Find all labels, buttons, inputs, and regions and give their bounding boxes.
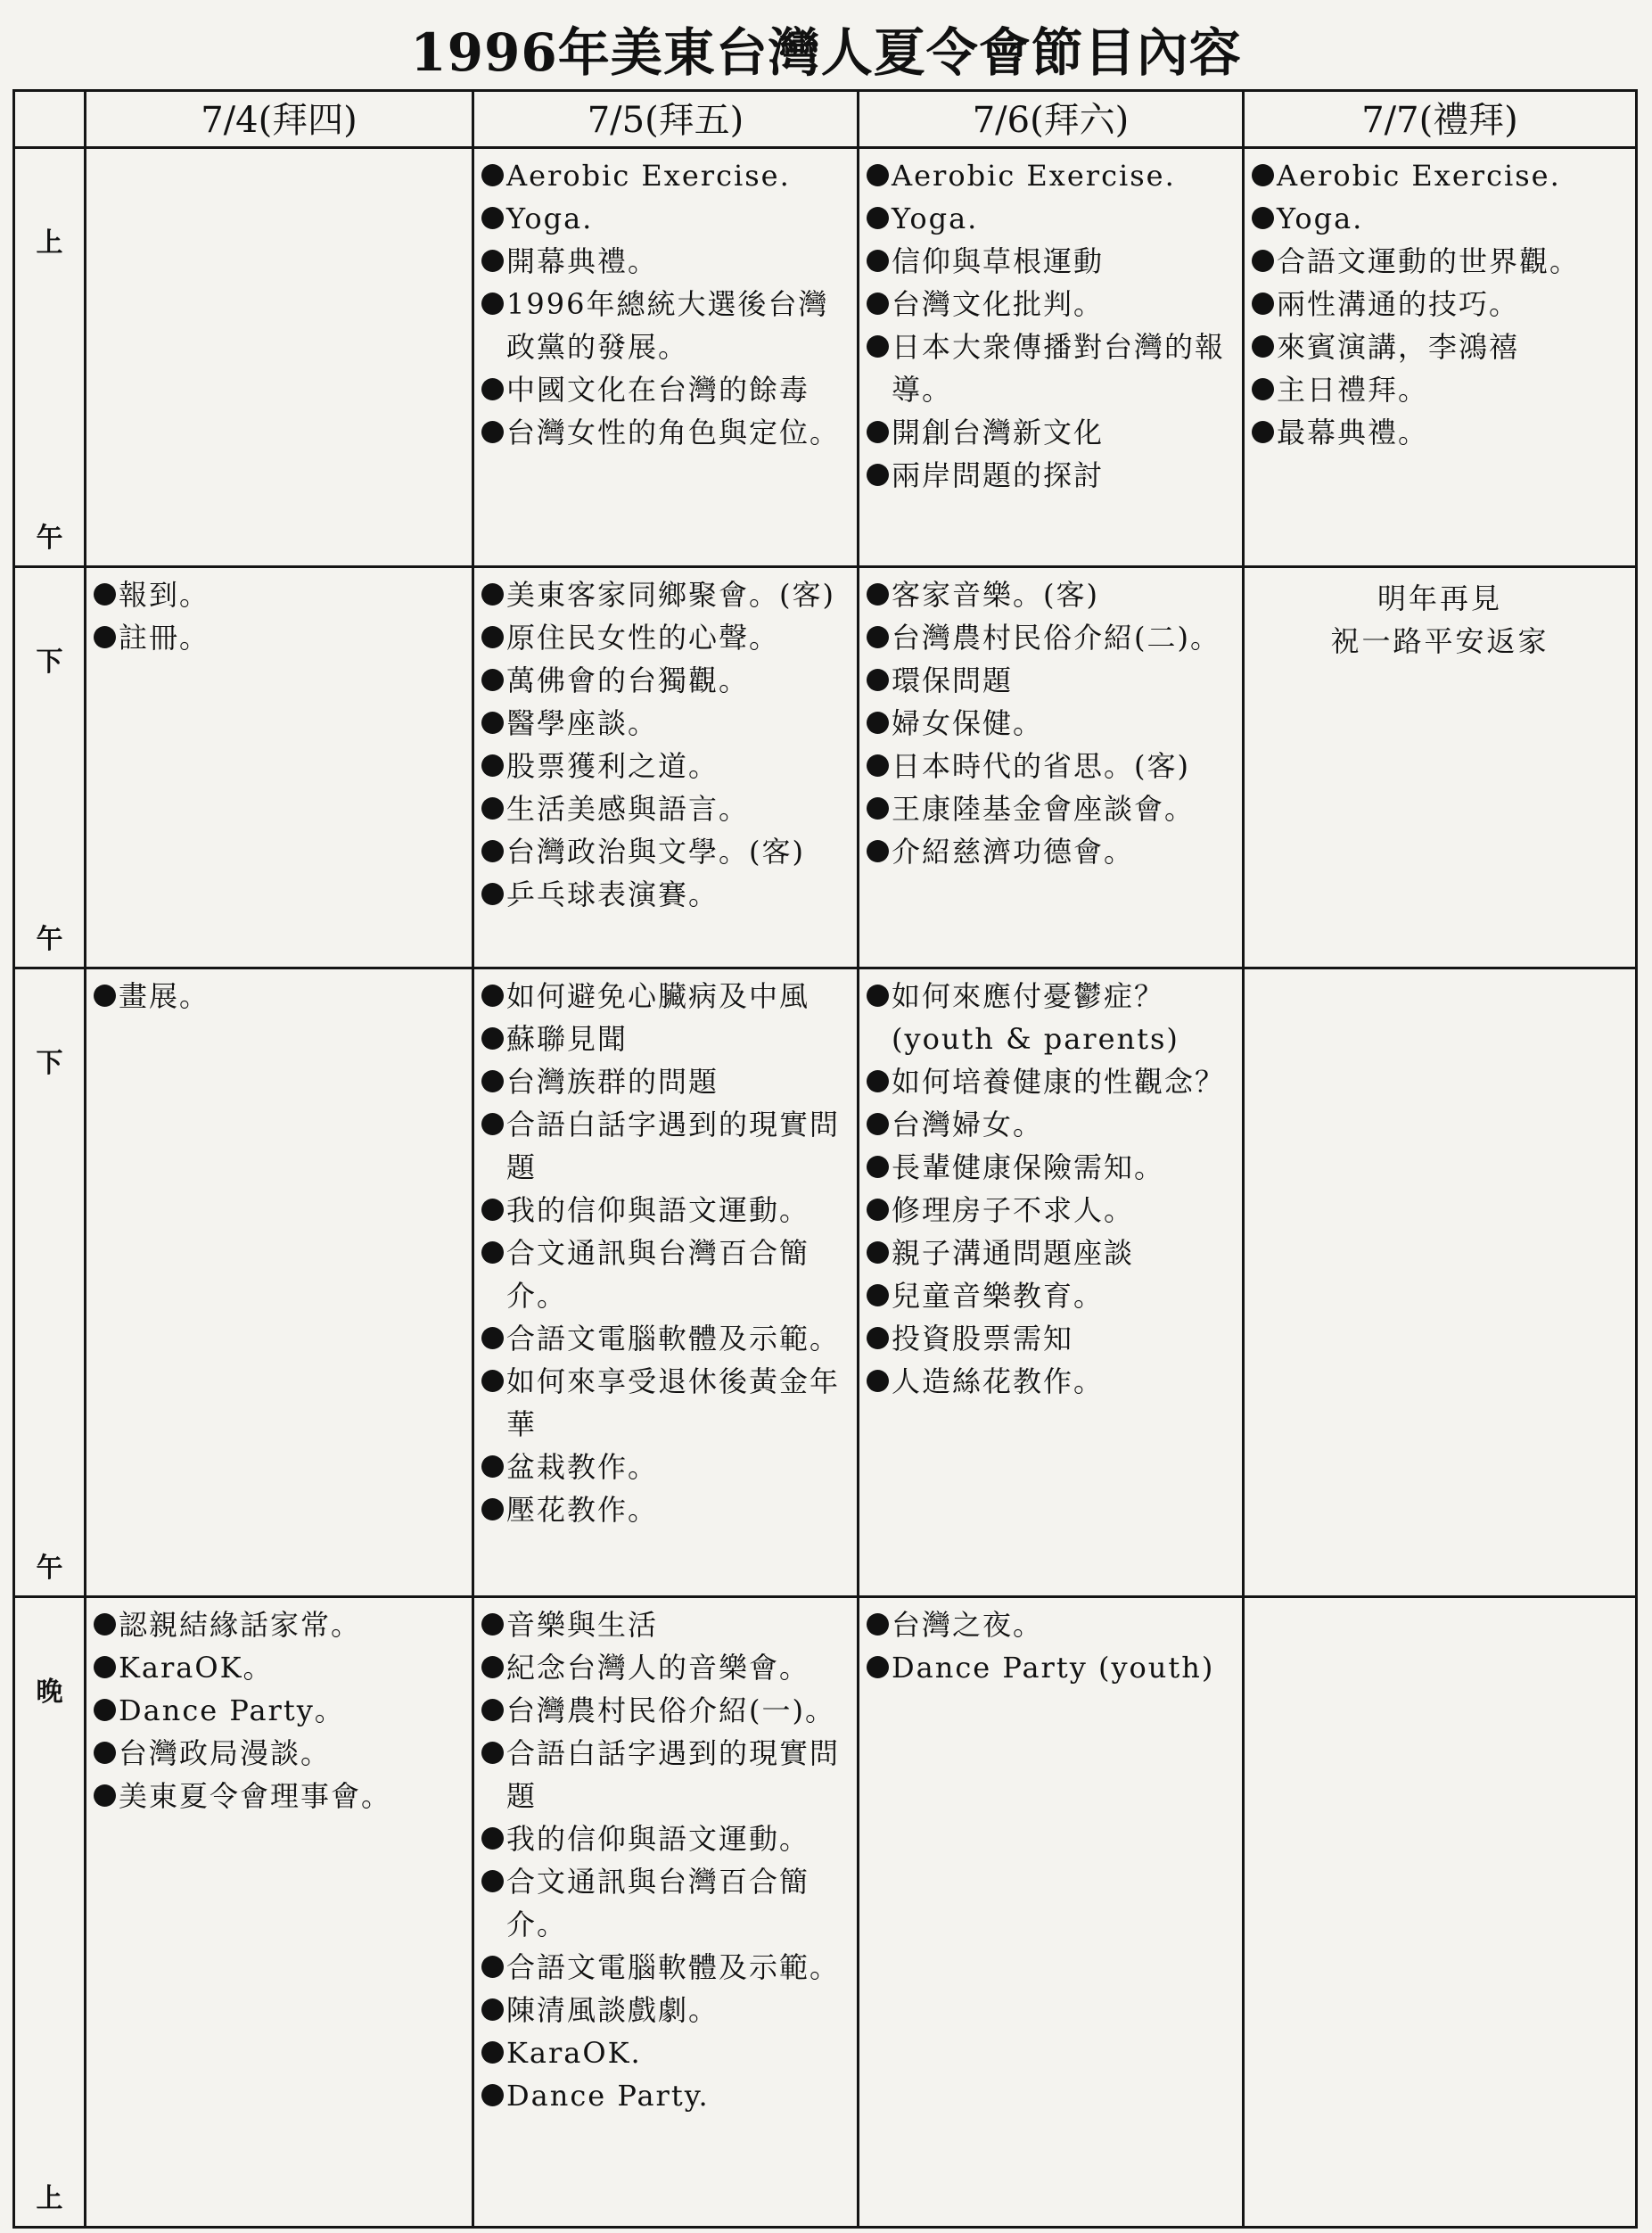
program-item-text: 台灣女性的角色與定位。: [506, 416, 841, 449]
program-item-text: 合語文電腦軟體及示範。: [506, 1950, 841, 1984]
period-evening-char-2: 上: [36, 2183, 63, 2214]
program-item: [480, 1189, 853, 1232]
bullet-icon: [480, 1232, 506, 1274]
late-afternoon-row: [14, 968, 1637, 1597]
bullet-icon: [480, 1603, 506, 1646]
program-item-text: Dance Party (youth): [892, 1651, 1215, 1685]
program-item: [480, 1989, 853, 2031]
program-item-text: 台灣文化批判。: [892, 287, 1105, 321]
bullet-icon: [1250, 283, 1277, 325]
day-header-0706: 7/6(拜六): [859, 91, 1244, 148]
program-item: [480, 787, 853, 830]
program-item: [480, 1603, 853, 1646]
program-item: [480, 873, 853, 916]
program-item: [480, 154, 853, 197]
bullet-icon: [865, 830, 892, 873]
program-item-text: 台灣政治與文學。(客): [506, 835, 805, 869]
cell-late-0706: [859, 968, 1244, 1597]
program-item-text: 介紹慈濟功德會。: [892, 835, 1135, 869]
program-item: [480, 1018, 853, 1060]
bullet-icon: [865, 1603, 892, 1646]
program-item-text: 生活美感與語言。: [506, 792, 750, 826]
program-item-text: 兒童音樂教育。: [892, 1279, 1105, 1313]
bullet-icon: [92, 1775, 119, 1817]
program-list: [859, 149, 1242, 497]
program-item-text: 如何培養健康的性觀念？: [892, 1065, 1226, 1099]
bullet-icon: [480, 1360, 506, 1403]
bullet-icon: [865, 1646, 892, 1689]
bullet-icon: [480, 411, 506, 454]
program-item-text: 紀念台灣人的音樂會。: [506, 1651, 810, 1685]
program-item: [480, 283, 853, 368]
program-list: [1245, 149, 1635, 454]
bullet-icon: [92, 616, 119, 659]
program-item: [480, 1060, 853, 1103]
program-item: [480, 975, 853, 1018]
program-item-text: 乒乓球表演賽。: [506, 878, 719, 911]
program-item-text: 台灣農村民俗介紹(二)。: [892, 621, 1221, 655]
program-item: [865, 659, 1238, 702]
program-item: [865, 1646, 1238, 1689]
program-item: [1250, 197, 1631, 240]
bullet-icon: [480, 616, 506, 659]
program-item-text: 報到。: [119, 578, 210, 612]
program-item-text: 台灣婦女。: [892, 1108, 1044, 1141]
program-item-text: 壓花教作。: [506, 1493, 659, 1527]
program-list: [86, 149, 472, 154]
bullet-icon: [1250, 154, 1277, 197]
bullet-icon: [92, 1689, 119, 1732]
program-item: [865, 1274, 1238, 1317]
program-item: [480, 1732, 853, 1817]
bullet-icon: [865, 1103, 892, 1146]
program-item: [480, 616, 853, 659]
program-list: [474, 149, 857, 454]
program-item-text: 人造絲花教作。: [892, 1364, 1105, 1398]
period-afternoon-char-2: 午: [36, 924, 63, 955]
program-item: [865, 454, 1238, 497]
program-item: [480, 240, 853, 283]
program-item-text: 合語白話字遇到的現實問題: [506, 1108, 841, 1184]
program-item-text: 台灣農村民俗介紹(一)。: [506, 1693, 835, 1727]
program-item-text: 長輩健康保險需知。: [892, 1150, 1165, 1184]
program-item-text: 修理房子不求人。: [892, 1193, 1135, 1227]
cell-morning-0707: [1244, 148, 1637, 567]
program-item: [92, 1732, 468, 1775]
bullet-icon: [480, 283, 506, 325]
bullet-icon: [480, 787, 506, 830]
evening-row: [14, 1597, 1637, 2228]
program-item: [480, 2031, 853, 2074]
program-item-text: 股票獲利之道。: [506, 749, 719, 783]
bullet-icon: [865, 197, 892, 240]
program-item: [480, 659, 853, 702]
program-item-text: 中國文化在台灣的餘毒: [506, 373, 810, 407]
program-item-text: 台灣族群的問題: [506, 1065, 719, 1099]
program-item-text: 親子溝通問題座談: [892, 1236, 1135, 1270]
program-item: [92, 975, 468, 1018]
program-item: [1250, 154, 1631, 197]
program-item: [865, 1189, 1238, 1232]
bullet-icon: [865, 573, 892, 616]
program-item: [865, 1232, 1238, 1274]
bullet-icon: [480, 1817, 506, 1860]
bullet-icon: [1250, 368, 1277, 411]
program-item-text: Yoga.: [506, 202, 594, 235]
bullet-icon: [865, 1274, 892, 1317]
program-item: [865, 975, 1238, 1060]
program-item: [1250, 368, 1631, 411]
program-item: [865, 830, 1238, 873]
program-item: [865, 240, 1238, 283]
bullet-icon: [480, 975, 506, 1018]
bullet-icon: [92, 1646, 119, 1689]
cell-evening-0707: [1244, 1597, 1637, 2228]
bullet-icon: [92, 573, 119, 616]
program-item: [865, 1060, 1238, 1103]
program-item-text: 投資股票需知: [892, 1322, 1074, 1355]
bullet-icon: [865, 1060, 892, 1103]
bullet-icon: [480, 2031, 506, 2074]
program-item: [92, 1646, 468, 1689]
program-item-text: 蘇聯見聞: [506, 1022, 629, 1056]
bullet-icon: [480, 830, 506, 873]
schedule-table: [12, 89, 1638, 2229]
program-item: [92, 1603, 468, 1646]
program-item-text: 合文通訊與台灣百合簡介。: [506, 1236, 810, 1313]
program-item-text: Dance Party.: [506, 2079, 710, 2113]
program-item-text: 美東夏令會理事會。: [119, 1779, 392, 1813]
program-list: [859, 568, 1242, 873]
program-item-text: 信仰與草根運動: [892, 244, 1105, 278]
period-afternoon: [14, 567, 86, 968]
program-item: [480, 1689, 853, 1732]
bullet-icon: [480, 1060, 506, 1103]
program-item: [865, 411, 1238, 454]
program-item: [480, 830, 853, 873]
program-item-text: 最幕典禮。: [1277, 416, 1429, 449]
program-item-text: 如何來享受退休後黃金年華: [506, 1364, 841, 1441]
bullet-icon: [480, 745, 506, 787]
cell-evening-0705: [473, 1597, 859, 2228]
program-list: [86, 568, 472, 659]
bullet-icon: [92, 975, 119, 1018]
program-item: [480, 1488, 853, 1531]
program-item: [865, 702, 1238, 745]
bullet-icon: [480, 1946, 506, 1989]
program-item-text: 合語文運動的世界觀。: [1277, 244, 1581, 278]
program-item: [480, 573, 853, 616]
bullet-icon: [1250, 240, 1277, 283]
program-item: [1250, 325, 1631, 368]
program-item: [480, 1360, 853, 1446]
program-list: [86, 1598, 472, 1817]
bullet-icon: [480, 1317, 506, 1360]
program-list: [474, 568, 857, 916]
program-item: [480, 702, 853, 745]
program-item: [480, 368, 853, 411]
program-item: [480, 1817, 853, 1860]
program-item: [480, 1446, 853, 1488]
bullet-icon: [865, 1146, 892, 1189]
program-item-text: Aerobic Exercise.: [506, 159, 791, 193]
program-item-text: Yoga.: [1277, 202, 1364, 235]
bullet-icon: [865, 325, 892, 368]
program-item-text: 我的信仰與語文運動。: [506, 1193, 810, 1227]
bullet-icon: [1250, 325, 1277, 368]
bullet-icon: [865, 411, 892, 454]
program-item-text: 主日禮拜。: [1277, 373, 1429, 407]
program-item-text: Aerobic Exercise.: [892, 159, 1176, 193]
program-item-text: 原住民女性的心聲。: [506, 621, 780, 655]
program-item: [865, 1360, 1238, 1403]
program-item-text: 合語文電腦軟體及示範。: [506, 1322, 841, 1355]
program-item: [480, 745, 853, 787]
program-item: [92, 1775, 468, 1817]
program-item: [92, 616, 468, 659]
program-list: [1245, 969, 1635, 975]
cell-evening-0706: [859, 1597, 1244, 2228]
afternoon-row: [14, 567, 1637, 968]
bullet-icon: [865, 240, 892, 283]
cell-late-0704: [86, 968, 473, 1597]
period-afternoon-char-1: 下: [36, 647, 63, 678]
bullet-icon: [865, 1360, 892, 1403]
program-item-text: 兩性溝通的技巧。: [1277, 287, 1520, 321]
program-item: [1250, 411, 1631, 454]
program-item: [865, 616, 1238, 659]
program-item: [480, 1946, 853, 1989]
bullet-icon: [480, 1689, 506, 1732]
bullet-icon: [480, 1860, 506, 1903]
cell-morning-0706: [859, 148, 1244, 567]
program-item-text: 陳清風談戲劇。: [506, 1993, 719, 2027]
program-item: [865, 1317, 1238, 1360]
program-item: [865, 154, 1238, 197]
program-item-text: 台灣政局漫談。: [119, 1736, 332, 1770]
bullet-icon: [865, 154, 892, 197]
bullet-icon: [480, 1189, 506, 1232]
program-item-text: 認親結緣話家常。: [119, 1608, 362, 1642]
program-item: [480, 1103, 853, 1189]
program-item: [480, 1317, 853, 1360]
program-item-text: 日本大衆傳播對台灣的報導。: [892, 330, 1226, 407]
program-item-text: KaraOK.: [506, 2036, 642, 2070]
program-item-text: 開幕典禮。: [506, 244, 659, 278]
program-item: [92, 1689, 468, 1732]
bullet-icon: [480, 573, 506, 616]
bullet-icon: [480, 154, 506, 197]
program-item-text: 如何避免心臟病及中風: [506, 979, 810, 1013]
header-row: [14, 91, 1637, 148]
cell-afternoon-0706: [859, 567, 1244, 968]
closing-line-2: 祝一路平安返家: [1330, 624, 1549, 658]
bullet-icon: [480, 702, 506, 745]
bullet-icon: [865, 745, 892, 787]
bullet-icon: [480, 1103, 506, 1146]
program-item: [865, 1603, 1238, 1646]
bullet-icon: [865, 659, 892, 702]
bullet-icon: [480, 1646, 506, 1689]
program-item-text: 台灣之夜。: [892, 1608, 1044, 1642]
program-item-text: 註冊。: [119, 621, 210, 655]
bullet-icon: [480, 2074, 506, 2117]
program-item: [865, 1103, 1238, 1146]
program-item: [1250, 283, 1631, 325]
bullet-icon: [865, 1317, 892, 1360]
program-item: [865, 325, 1238, 411]
program-item: [865, 283, 1238, 325]
program-item-text: 畫展。: [119, 979, 210, 1013]
program-item-text: Dance Party。: [119, 1693, 345, 1727]
bullet-icon: [92, 1603, 119, 1646]
corner-cell: [14, 91, 86, 148]
period-morning-char-2: 午: [36, 523, 63, 554]
program-item: [92, 573, 468, 616]
bullet-icon: [480, 1018, 506, 1060]
program-item-text: 如何來應付憂鬱症？(youth & parents): [892, 979, 1179, 1056]
program-item-text: 客家音樂。(客): [892, 578, 1099, 612]
bullet-icon: [865, 454, 892, 497]
program-item: [480, 2074, 853, 2117]
program-item: [865, 787, 1238, 830]
program-item: [865, 573, 1238, 616]
program-item-text: 美東客家同鄉聚會。(客): [506, 578, 835, 612]
cell-afternoon-0705: [473, 567, 859, 968]
program-list: [474, 969, 857, 1531]
period-late-char-2: 午: [36, 1553, 63, 1584]
program-item: [865, 1146, 1238, 1189]
program-item-text: 王康陸基金會座談會。: [892, 792, 1196, 826]
program-list: [86, 969, 472, 1018]
cell-late-0707: [1244, 968, 1637, 1597]
bullet-icon: [92, 1732, 119, 1775]
bullet-icon: [480, 1488, 506, 1531]
program-item: [1250, 240, 1631, 283]
program-item-text: 日本時代的省思。(客): [892, 749, 1190, 783]
bullet-icon: [480, 873, 506, 916]
bullet-icon: [480, 1732, 506, 1775]
period-late-char-1: 下: [36, 1048, 63, 1079]
program-item-text: Yoga.: [892, 202, 979, 235]
program-item-text: 兩岸問題的探討: [892, 458, 1105, 492]
bullet-icon: [865, 702, 892, 745]
program-item-text: 音樂與生活: [506, 1608, 659, 1642]
period-late-afternoon: [14, 968, 86, 1597]
program-item: [480, 1860, 853, 1946]
program-item: [480, 1646, 853, 1689]
program-item-text: 開創台灣新文化: [892, 416, 1105, 449]
program-item: [480, 411, 853, 454]
program-item-text: 來賓演講，李鴻禧: [1277, 330, 1520, 364]
cell-evening-0704: [86, 1597, 473, 2228]
bullet-icon: [865, 1189, 892, 1232]
program-item: [480, 197, 853, 240]
program-item: [865, 197, 1238, 240]
day-header-0704: 7/4(拜四): [86, 91, 473, 148]
program-list: [859, 969, 1242, 1403]
program-item-text: 環保問題: [892, 663, 1014, 697]
bullet-icon: [865, 1232, 892, 1274]
cell-morning-0704: [86, 148, 473, 567]
cell-late-0705: [473, 968, 859, 1597]
program-item-text: 1996年總統大選後台灣政黨的發展。: [506, 287, 829, 364]
bullet-icon: [480, 240, 506, 283]
program-item-text: KaraOK。: [119, 1651, 274, 1685]
bullet-icon: [480, 1989, 506, 2031]
cell-afternoon-0707: [1244, 567, 1637, 968]
program-item-text: 萬佛會的台獨觀。: [506, 663, 750, 697]
period-morning: [14, 148, 86, 567]
bullet-icon: [1250, 197, 1277, 240]
bullet-icon: [480, 659, 506, 702]
period-evening-char-1: 晚: [36, 1677, 63, 1708]
page-title: 1996年美東台灣人夏令會節目內容: [410, 22, 1242, 83]
bullet-icon: [865, 283, 892, 325]
bullet-icon: [865, 616, 892, 659]
bullet-icon: [865, 787, 892, 830]
day-header-0707: 7/7(禮拜): [1244, 91, 1637, 148]
closing-message: [1245, 568, 1635, 663]
bullet-icon: [480, 1446, 506, 1488]
period-morning-char-1: 上: [36, 227, 63, 259]
period-evening: [14, 1597, 86, 2228]
program-item-text: 婦女保健。: [892, 706, 1044, 740]
day-header-0705: 7/5(拜五): [473, 91, 859, 148]
morning-row: [14, 148, 1637, 567]
cell-afternoon-0704: [86, 567, 473, 968]
bullet-icon: [480, 368, 506, 411]
bullet-icon: [865, 975, 892, 1018]
closing-line-1: 明年再見: [1377, 581, 1502, 615]
bullet-icon: [1250, 411, 1277, 454]
program-item-text: Aerobic Exercise.: [1277, 159, 1561, 193]
program-item-text: 我的信仰與語文運動。: [506, 1822, 810, 1856]
program-item: [865, 745, 1238, 787]
cell-morning-0705: [473, 148, 859, 567]
program-item: [480, 1232, 853, 1317]
program-list: [1245, 1598, 1635, 1603]
program-item-text: 合文通訊與台灣百合簡介。: [506, 1865, 810, 1941]
program-list: [474, 1598, 857, 2117]
program-item-text: 合語白話字遇到的現實問題: [506, 1736, 841, 1813]
program-item-text: 醫學座談。: [506, 706, 659, 740]
program-list: [859, 1598, 1242, 1689]
program-item-text: 盆栽教作。: [506, 1450, 659, 1484]
bullet-icon: [480, 197, 506, 240]
